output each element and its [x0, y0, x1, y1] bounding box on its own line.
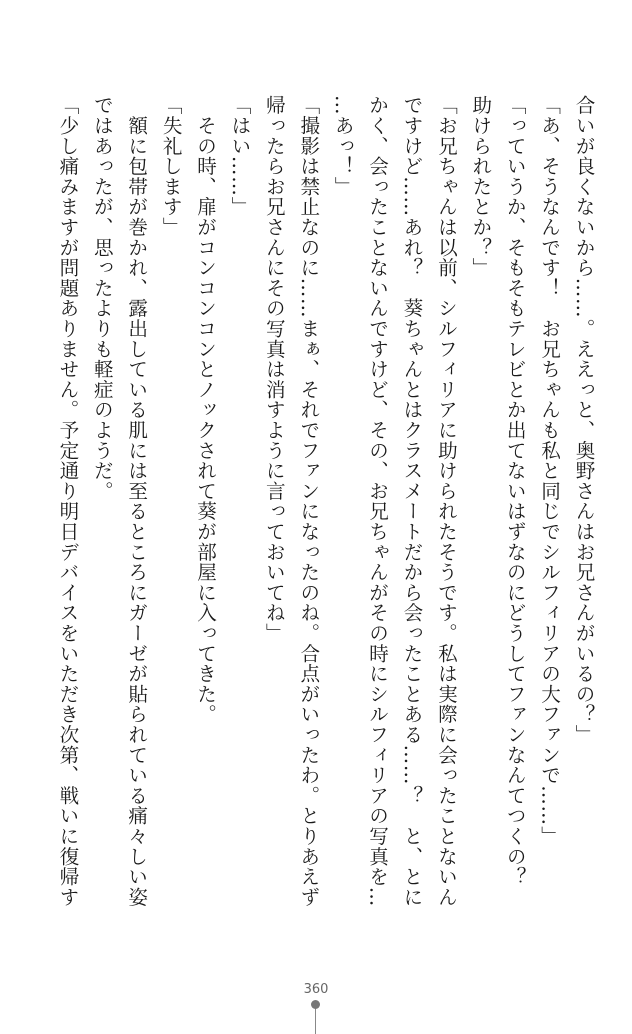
text-line: 額に包帯が巻かれ、露出している肌には至るところにガーゼが貼られている痛々しい姿	[124, 95, 148, 907]
text-line: …あっ！」	[331, 95, 355, 197]
text-line: 帰ったらお兄さんにその写真は消すように言っておいてね」	[262, 95, 286, 644]
body-text	[40, 95, 600, 945]
text-line: ですけど……あれ？ 葵ちゃんとはクラスメートだから会ったことある……？ と、とに	[399, 95, 423, 907]
text-line: 「失礼します」	[159, 95, 183, 238]
text-line: かく、会ったことないんですけど、その、お兄ちゃんがその時にシルフィリアの写真を…	[365, 95, 389, 907]
text-line: 「はい……」	[227, 95, 251, 217]
text-line: 「お兄ちゃんは以前、シルフィリアに助けられたそうです。私は実際に会ったことないん	[434, 95, 458, 907]
page-marker-dot	[311, 1000, 320, 1009]
text-line: 「っていうか、そもそもテレビとか出てないはずなのにどうしてファンなんてつくの？	[503, 95, 527, 887]
text-line: 「少し痛みますが問題ありません。予定通り明日デバイスをいただき次第、戦いに復帰す	[55, 95, 79, 907]
text-line: 助けられたとか？」	[468, 95, 492, 278]
text-line: 「撮影は禁止なのに……まぁ、それでファンになったのね。合点がいったわ。とりあえず	[296, 95, 320, 907]
text-line: 合いが良くないから……。ええっと、奥野さんはお兄さんがいるの？」	[572, 95, 595, 745]
text-line: 「あ、そうなんです！ お兄ちゃんも私と同じでシルフィリアの大ファンで……」	[537, 95, 561, 847]
page-number: 360	[303, 982, 329, 997]
text-line: ではあったが、思ったよりも軽症のようだ。	[90, 95, 114, 501]
text-line: その時、扉がコンコンコンとノックされて葵が部屋に入ってきた。	[193, 95, 217, 725]
